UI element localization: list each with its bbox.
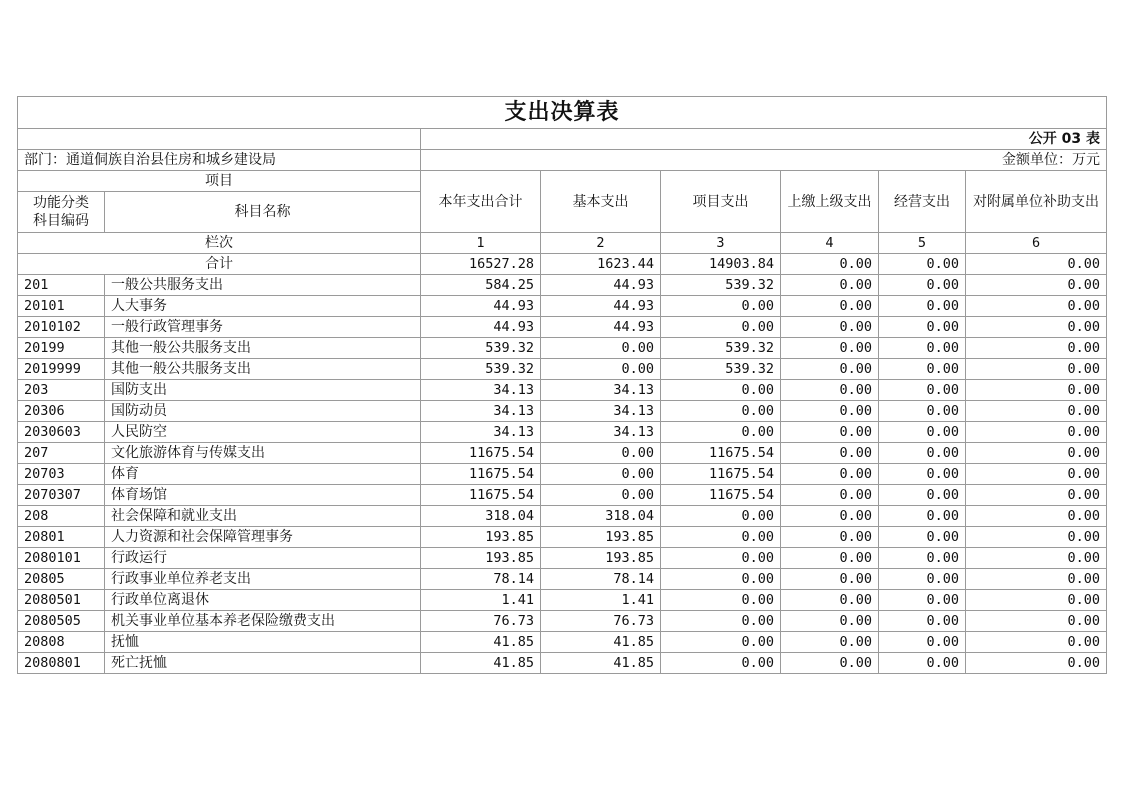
subject-name: 行政单位离退休 [105,590,421,611]
amount-cell: 0.00 [966,443,1107,464]
amount-cell: 0.00 [781,380,879,401]
subject-name: 行政运行 [105,548,421,569]
amount-cell: 0.00 [966,359,1107,380]
amount-cell: 76.73 [421,611,541,632]
subject-name: 人民防空 [105,422,421,443]
table-row [18,485,1107,506]
expenditure-table [17,96,1107,674]
item-group-header: 项目 [18,171,421,192]
amount-cell: 0.00 [879,464,966,485]
code-header: 功能分类科目编码 [18,192,105,233]
total-value: 0.00 [781,254,879,275]
table-row [18,464,1107,485]
amount-cell: 0.00 [661,317,781,338]
table-row [18,275,1107,296]
amount-cell: 0.00 [781,401,879,422]
subject-name: 国防支出 [105,380,421,401]
subject-code: 20703 [18,464,105,485]
amount-cell: 0.00 [879,380,966,401]
total-row-label: 合计 [18,254,421,275]
amount-cell: 0.00 [879,485,966,506]
column-number: 4 [781,233,879,254]
amount-cell: 0.00 [879,653,966,674]
amount-cell: 318.04 [421,506,541,527]
amount-cell: 0.00 [661,422,781,443]
column-number: 6 [966,233,1107,254]
amount-cell: 0.00 [541,464,661,485]
subject-code: 2070307 [18,485,105,506]
amount-cell: 0.00 [879,569,966,590]
amount-cell: 0.00 [661,569,781,590]
table-row [18,548,1107,569]
amount-cell: 318.04 [541,506,661,527]
table-row [18,653,1107,674]
amount-cell: 0.00 [879,422,966,443]
expenditure-sheet [17,96,1106,674]
basic-header: 基本支出 [541,171,661,233]
amount-cell: 193.85 [541,548,661,569]
project-header: 项目支出 [661,171,781,233]
name-header: 科目名称 [105,192,421,233]
blank-cell [18,129,421,150]
amount-cell: 0.00 [879,527,966,548]
amount-cell: 0.00 [661,632,781,653]
table-row [18,569,1107,590]
column-number: 1 [421,233,541,254]
table-row [18,590,1107,611]
amount-cell: 34.13 [421,380,541,401]
amount-cell: 0.00 [781,632,879,653]
subject-name: 机关事业单位基本养老保险缴费支出 [105,611,421,632]
amount-cell: 0.00 [781,590,879,611]
subject-name: 行政事业单位养老支出 [105,569,421,590]
subject-code: 2080505 [18,611,105,632]
amount-cell: 0.00 [879,506,966,527]
amount-cell: 584.25 [421,275,541,296]
amount-cell: 0.00 [781,275,879,296]
subject-code: 20101 [18,296,105,317]
subject-name: 抚恤 [105,632,421,653]
amount-cell: 0.00 [879,275,966,296]
amount-cell: 11675.54 [421,464,541,485]
subject-name: 社会保障和就业支出 [105,506,421,527]
amount-cell: 0.00 [781,422,879,443]
amount-cell: 44.93 [421,296,541,317]
total-value: 16527.28 [421,254,541,275]
amount-cell: 44.93 [421,317,541,338]
amount-cell: 0.00 [879,590,966,611]
total-value: 0.00 [966,254,1107,275]
department-label: 部门：通道侗族自治县住房和城乡建设局 [18,150,421,171]
amount-cell: 0.00 [966,485,1107,506]
amount-cell: 0.00 [966,338,1107,359]
amount-cell: 0.00 [966,464,1107,485]
column-number: 2 [541,233,661,254]
amount-cell: 0.00 [966,401,1107,422]
amount-cell: 0.00 [541,338,661,359]
subject-code: 2030603 [18,422,105,443]
amount-cell: 0.00 [661,590,781,611]
amount-cell: 44.93 [541,275,661,296]
table-row [18,443,1107,464]
amount-cell: 0.00 [966,506,1107,527]
amount-cell: 44.93 [541,317,661,338]
subject-name: 死亡抚恤 [105,653,421,674]
table-row [18,338,1107,359]
subject-code: 201 [18,275,105,296]
business-header: 经营支出 [879,171,966,233]
amount-cell: 34.13 [541,422,661,443]
table-row [18,611,1107,632]
total-value: 14903.84 [661,254,781,275]
amount-cell: 0.00 [879,548,966,569]
amount-cell: 0.00 [966,275,1107,296]
amount-cell: 0.00 [661,653,781,674]
subject-code: 20805 [18,569,105,590]
amount-cell: 41.85 [421,653,541,674]
amount-cell: 0.00 [781,317,879,338]
upper-header: 上缴上级支出 [781,171,879,233]
amount-cell: 11675.54 [421,443,541,464]
amount-cell: 0.00 [781,548,879,569]
amount-cell: 193.85 [541,527,661,548]
amount-cell: 41.85 [541,653,661,674]
table-row [18,401,1107,422]
amount-cell: 11675.54 [661,443,781,464]
amount-cell: 0.00 [661,527,781,548]
amount-cell: 193.85 [421,548,541,569]
amount-cell: 0.00 [966,548,1107,569]
subject-code: 207 [18,443,105,464]
table-row [18,632,1107,653]
amount-cell: 0.00 [879,632,966,653]
amount-cell: 0.00 [661,380,781,401]
amount-cell: 0.00 [661,401,781,422]
column-number: 3 [661,233,781,254]
amount-cell: 539.32 [661,338,781,359]
subject-code: 2080801 [18,653,105,674]
subject-code: 208 [18,506,105,527]
unit-label: 金额单位：万元 [421,150,1107,171]
amount-cell: 76.73 [541,611,661,632]
amount-cell: 0.00 [966,317,1107,338]
total-value: 0.00 [879,254,966,275]
amount-cell: 1.41 [421,590,541,611]
subject-name: 其他一般公共服务支出 [105,359,421,380]
subject-name: 文化旅游体育与传媒支出 [105,443,421,464]
amount-cell: 0.00 [966,632,1107,653]
table-row [18,380,1107,401]
amount-cell: 539.32 [421,359,541,380]
amount-cell: 539.32 [661,359,781,380]
amount-cell: 0.00 [879,359,966,380]
amount-cell: 0.00 [781,464,879,485]
amount-cell: 0.00 [661,548,781,569]
amount-cell: 44.93 [541,296,661,317]
table-row [18,317,1107,338]
subject-name: 其他一般公共服务支出 [105,338,421,359]
amount-cell: 1.41 [541,590,661,611]
amount-cell: 0.00 [966,611,1107,632]
amount-cell: 34.13 [421,401,541,422]
subject-name: 体育 [105,464,421,485]
subject-code: 20801 [18,527,105,548]
amount-cell: 78.14 [541,569,661,590]
amount-cell: 0.00 [781,338,879,359]
amount-cell: 11675.54 [661,485,781,506]
form-code: 公开 03 表 [421,129,1107,150]
amount-cell: 0.00 [966,653,1107,674]
subject-name: 国防动员 [105,401,421,422]
amount-cell: 0.00 [781,611,879,632]
table-row [18,527,1107,548]
table-row [18,359,1107,380]
amount-cell: 34.13 [541,401,661,422]
table-row [18,296,1107,317]
amount-cell: 0.00 [879,611,966,632]
subsidy-header: 对附属单位补助支出 [966,171,1107,233]
amount-cell: 78.14 [421,569,541,590]
amount-cell: 0.00 [661,611,781,632]
amount-cell: 11675.54 [421,485,541,506]
amount-cell: 0.00 [781,443,879,464]
table-row [18,422,1107,443]
amount-cell: 0.00 [966,380,1107,401]
table-row [18,506,1107,527]
page-title: 支出决算表 [18,97,1107,129]
amount-cell: 0.00 [966,569,1107,590]
subject-code: 203 [18,380,105,401]
subject-name: 人力资源和社会保障管理事务 [105,527,421,548]
amount-cell: 0.00 [781,359,879,380]
subject-name: 一般公共服务支出 [105,275,421,296]
amount-cell: 0.00 [966,422,1107,443]
amount-cell: 0.00 [781,527,879,548]
amount-cell: 0.00 [879,338,966,359]
row-label-header: 栏次 [18,233,421,254]
amount-cell: 539.32 [661,275,781,296]
amount-cell: 0.00 [781,296,879,317]
amount-cell: 0.00 [781,569,879,590]
amount-cell: 0.00 [879,317,966,338]
subject-code: 2080501 [18,590,105,611]
amount-cell: 0.00 [661,296,781,317]
total-header: 本年支出合计 [421,171,541,233]
amount-cell: 539.32 [421,338,541,359]
amount-cell: 34.13 [541,380,661,401]
subject-code: 2080101 [18,548,105,569]
amount-cell: 0.00 [781,653,879,674]
subject-name: 一般行政管理事务 [105,317,421,338]
amount-cell: 0.00 [661,506,781,527]
total-value: 1623.44 [541,254,661,275]
amount-cell: 0.00 [966,590,1107,611]
subject-code: 2019999 [18,359,105,380]
amount-cell: 193.85 [421,527,541,548]
amount-cell: 0.00 [879,296,966,317]
amount-cell: 0.00 [966,296,1107,317]
column-number: 5 [879,233,966,254]
amount-cell: 11675.54 [661,464,781,485]
subject-code: 20199 [18,338,105,359]
amount-cell: 0.00 [541,485,661,506]
amount-cell: 34.13 [421,422,541,443]
subject-code: 2010102 [18,317,105,338]
amount-cell: 0.00 [879,443,966,464]
subject-name: 人大事务 [105,296,421,317]
subject-code: 20808 [18,632,105,653]
amount-cell: 41.85 [421,632,541,653]
amount-cell: 41.85 [541,632,661,653]
subject-name: 体育场馆 [105,485,421,506]
amount-cell: 0.00 [541,359,661,380]
amount-cell: 0.00 [541,443,661,464]
amount-cell: 0.00 [879,401,966,422]
amount-cell: 0.00 [781,485,879,506]
amount-cell: 0.00 [966,527,1107,548]
subject-code: 20306 [18,401,105,422]
amount-cell: 0.00 [781,506,879,527]
